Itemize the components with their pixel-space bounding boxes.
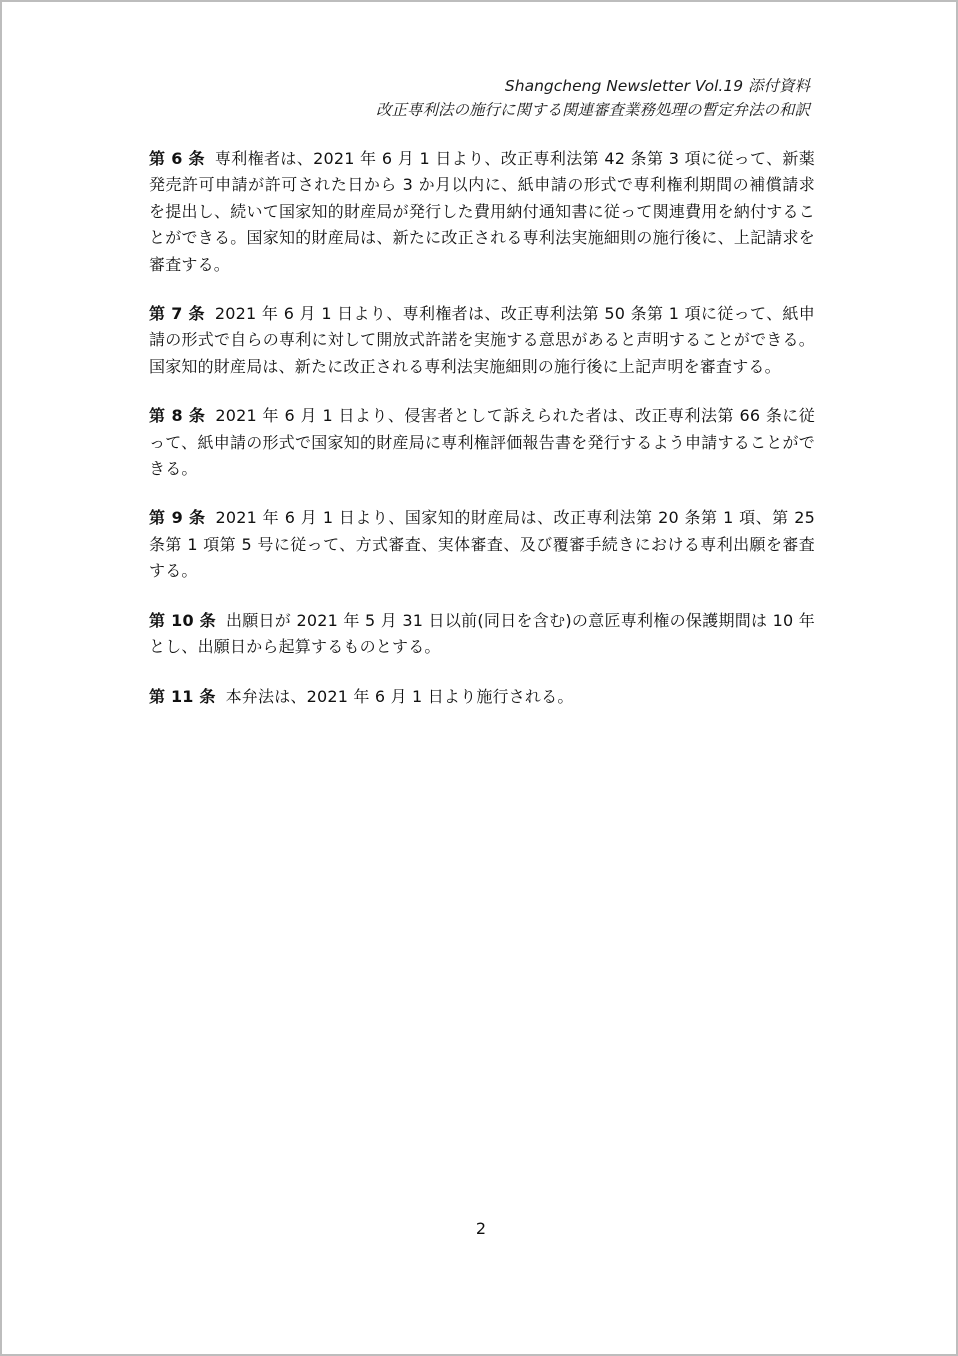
article-9 <box>149 505 815 584</box>
article-number: 第 10 条 <box>149 610 216 630</box>
article-text: 専利権者は、2021 年 6 月 1 日より、改正専利法第 42 条第 3 項に従って、新薬発売許可申請が許可された日から 3 か月以内に、紙申請の形式で専利権利期間の補償請求を提出し、続いて国家知的財産局が発行した費用納付通知書に従って関連費用を納付することができる。国家知的財産局は、新たに改正される専利法実施細則の施行後に、上記請求を審査する。 <box>149 149 815 274</box>
page-header <box>376 74 810 122</box>
article-text: 本弁法は、2021 年 6 月 1 日より施行される。 <box>225 686 574 706</box>
article-text: 2021 年 6 月 1 日より、侵害者として訴えられた者は、改正専利法第 66 条に従って、紙申請の形式で国家知的財産局に専利権評価報告書を発行するよう申請することができる。 <box>149 406 815 479</box>
article-6 <box>149 146 815 278</box>
article-8 <box>149 403 815 482</box>
page-number: 2 <box>475 1219 487 1238</box>
document-body <box>149 146 815 733</box>
header-newsletter-title: Shangcheng Newsletter Vol.19 添付資料 <box>504 77 810 95</box>
article-text: 2021 年 6 月 1 日より、国家知的財産局は、改正専利法第 20 条第 1 項、第 25 条第 1 項第 5 号に従って、方式審査、実体審査、及び覆審手続きにおける専利出願を審査する。 <box>149 508 815 581</box>
article-text: 出願日が 2021 年 5 月 31 日以前(同日を含む)の意匠専利権の保護期間は 10 年とし、出願日から起算するものとする。 <box>149 610 815 657</box>
article-number: 第 6 条 <box>149 149 205 168</box>
article-10 <box>149 608 815 661</box>
article-11 <box>149 684 815 710</box>
article-7 <box>149 301 815 380</box>
article-text: 2021 年 6 月 1 日より、専利権者は、改正専利法第 50 条第 1 項に従って、紙申請の形式で自らの専利に対して開放式許諾を実施する意思があると声明することができる。国家知的財産局は、新たに改正される専利法実施細則の施行後に上記声明を審査する。 <box>149 304 815 376</box>
header-document-title: 改正専利法の施行に関する関連審査業務処理の暫定弁法の和訳 <box>375 101 810 119</box>
article-number: 第 7 条 <box>149 304 205 324</box>
article-number: 第 8 条 <box>149 406 206 426</box>
article-number: 第 9 条 <box>149 508 206 528</box>
article-number: 第 11 条 <box>149 686 216 706</box>
